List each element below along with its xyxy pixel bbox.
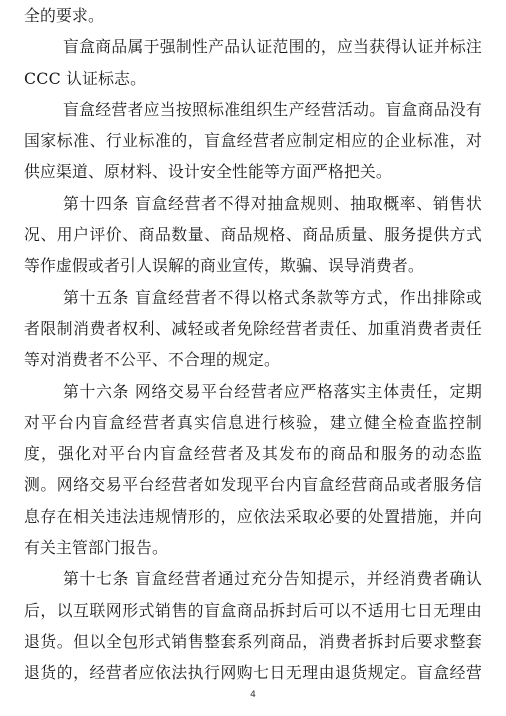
text-line: 供应渠道、原材料、设计安全性能等方面严格把关。 — [24, 162, 392, 182]
text-line: 况、用户评价、商品数量、商品规格、商品质量、服务提供方式 — [24, 225, 482, 245]
text-line: 者限制消费者权利、减轻或者免除经营者责任、加重消费者责任 — [24, 318, 482, 338]
text-line: 第十六条 网络交易平台经营者应严格落实主体责任，定期 — [63, 381, 482, 401]
text-line: 度，强化对平台内盲盒经营者及其发布的商品和服务的动态监 — [24, 444, 482, 464]
text-line: 对平台内盲盒经营者真实信息进行核验，建立健全检查监控制 — [24, 412, 482, 432]
text-line: 国家标准、行业标准的，盲盒经营者应制定相应的企业标准，对 — [24, 131, 482, 151]
text-line: 等对消费者不公平、不合理的规定。 — [24, 350, 280, 370]
text-line: 第十五条 盲盒经营者不得以格式条款等方式，作出排除或 — [63, 287, 482, 307]
text-line: 有关主管部门报告。 — [24, 538, 168, 558]
text-line: 盲盒商品属于强制性产品认证范围的，应当获得认证并标注 — [63, 37, 482, 57]
text-line: 第十七条 盲盒经营者通过充分告知提示，并经消费者确认 — [63, 569, 482, 589]
document-body — [24, 0, 482, 689]
text-line: 息存在相关违法违规情形的，应依法采取必要的处置措施，并向 — [24, 506, 482, 526]
text-line: 等作虚假或者引人误解的商业宣传，欺骗、误导消费者。 — [24, 256, 424, 276]
text-line: 盲盒经营者应当按照标准组织生产经营活动。盲盒商品没有 — [63, 99, 482, 119]
text-line: 后，以互联网形式销售的盲盒商品拆封后可以不适用七日无理由 — [24, 600, 482, 620]
text-line: 第十四条 盲盒经营者不得对抽盒规则、抽取概率、销售状 — [63, 193, 482, 213]
page-number: 4 — [250, 690, 256, 700]
text-line: 退货的，经营者应依法执行网购七日无理由退货规定。盲盒经营 — [24, 663, 482, 683]
text-line: 全的要求。 — [24, 6, 104, 25]
text-line: 退货。但以全包形式销售整套系列商品，消费者拆封后要求整套 — [24, 631, 482, 651]
text-line: CCC 认证标志。 — [24, 68, 147, 88]
text-line: 测。网络交易平台经营者如发现平台内盲盒经营商品或者服务信 — [24, 475, 482, 495]
